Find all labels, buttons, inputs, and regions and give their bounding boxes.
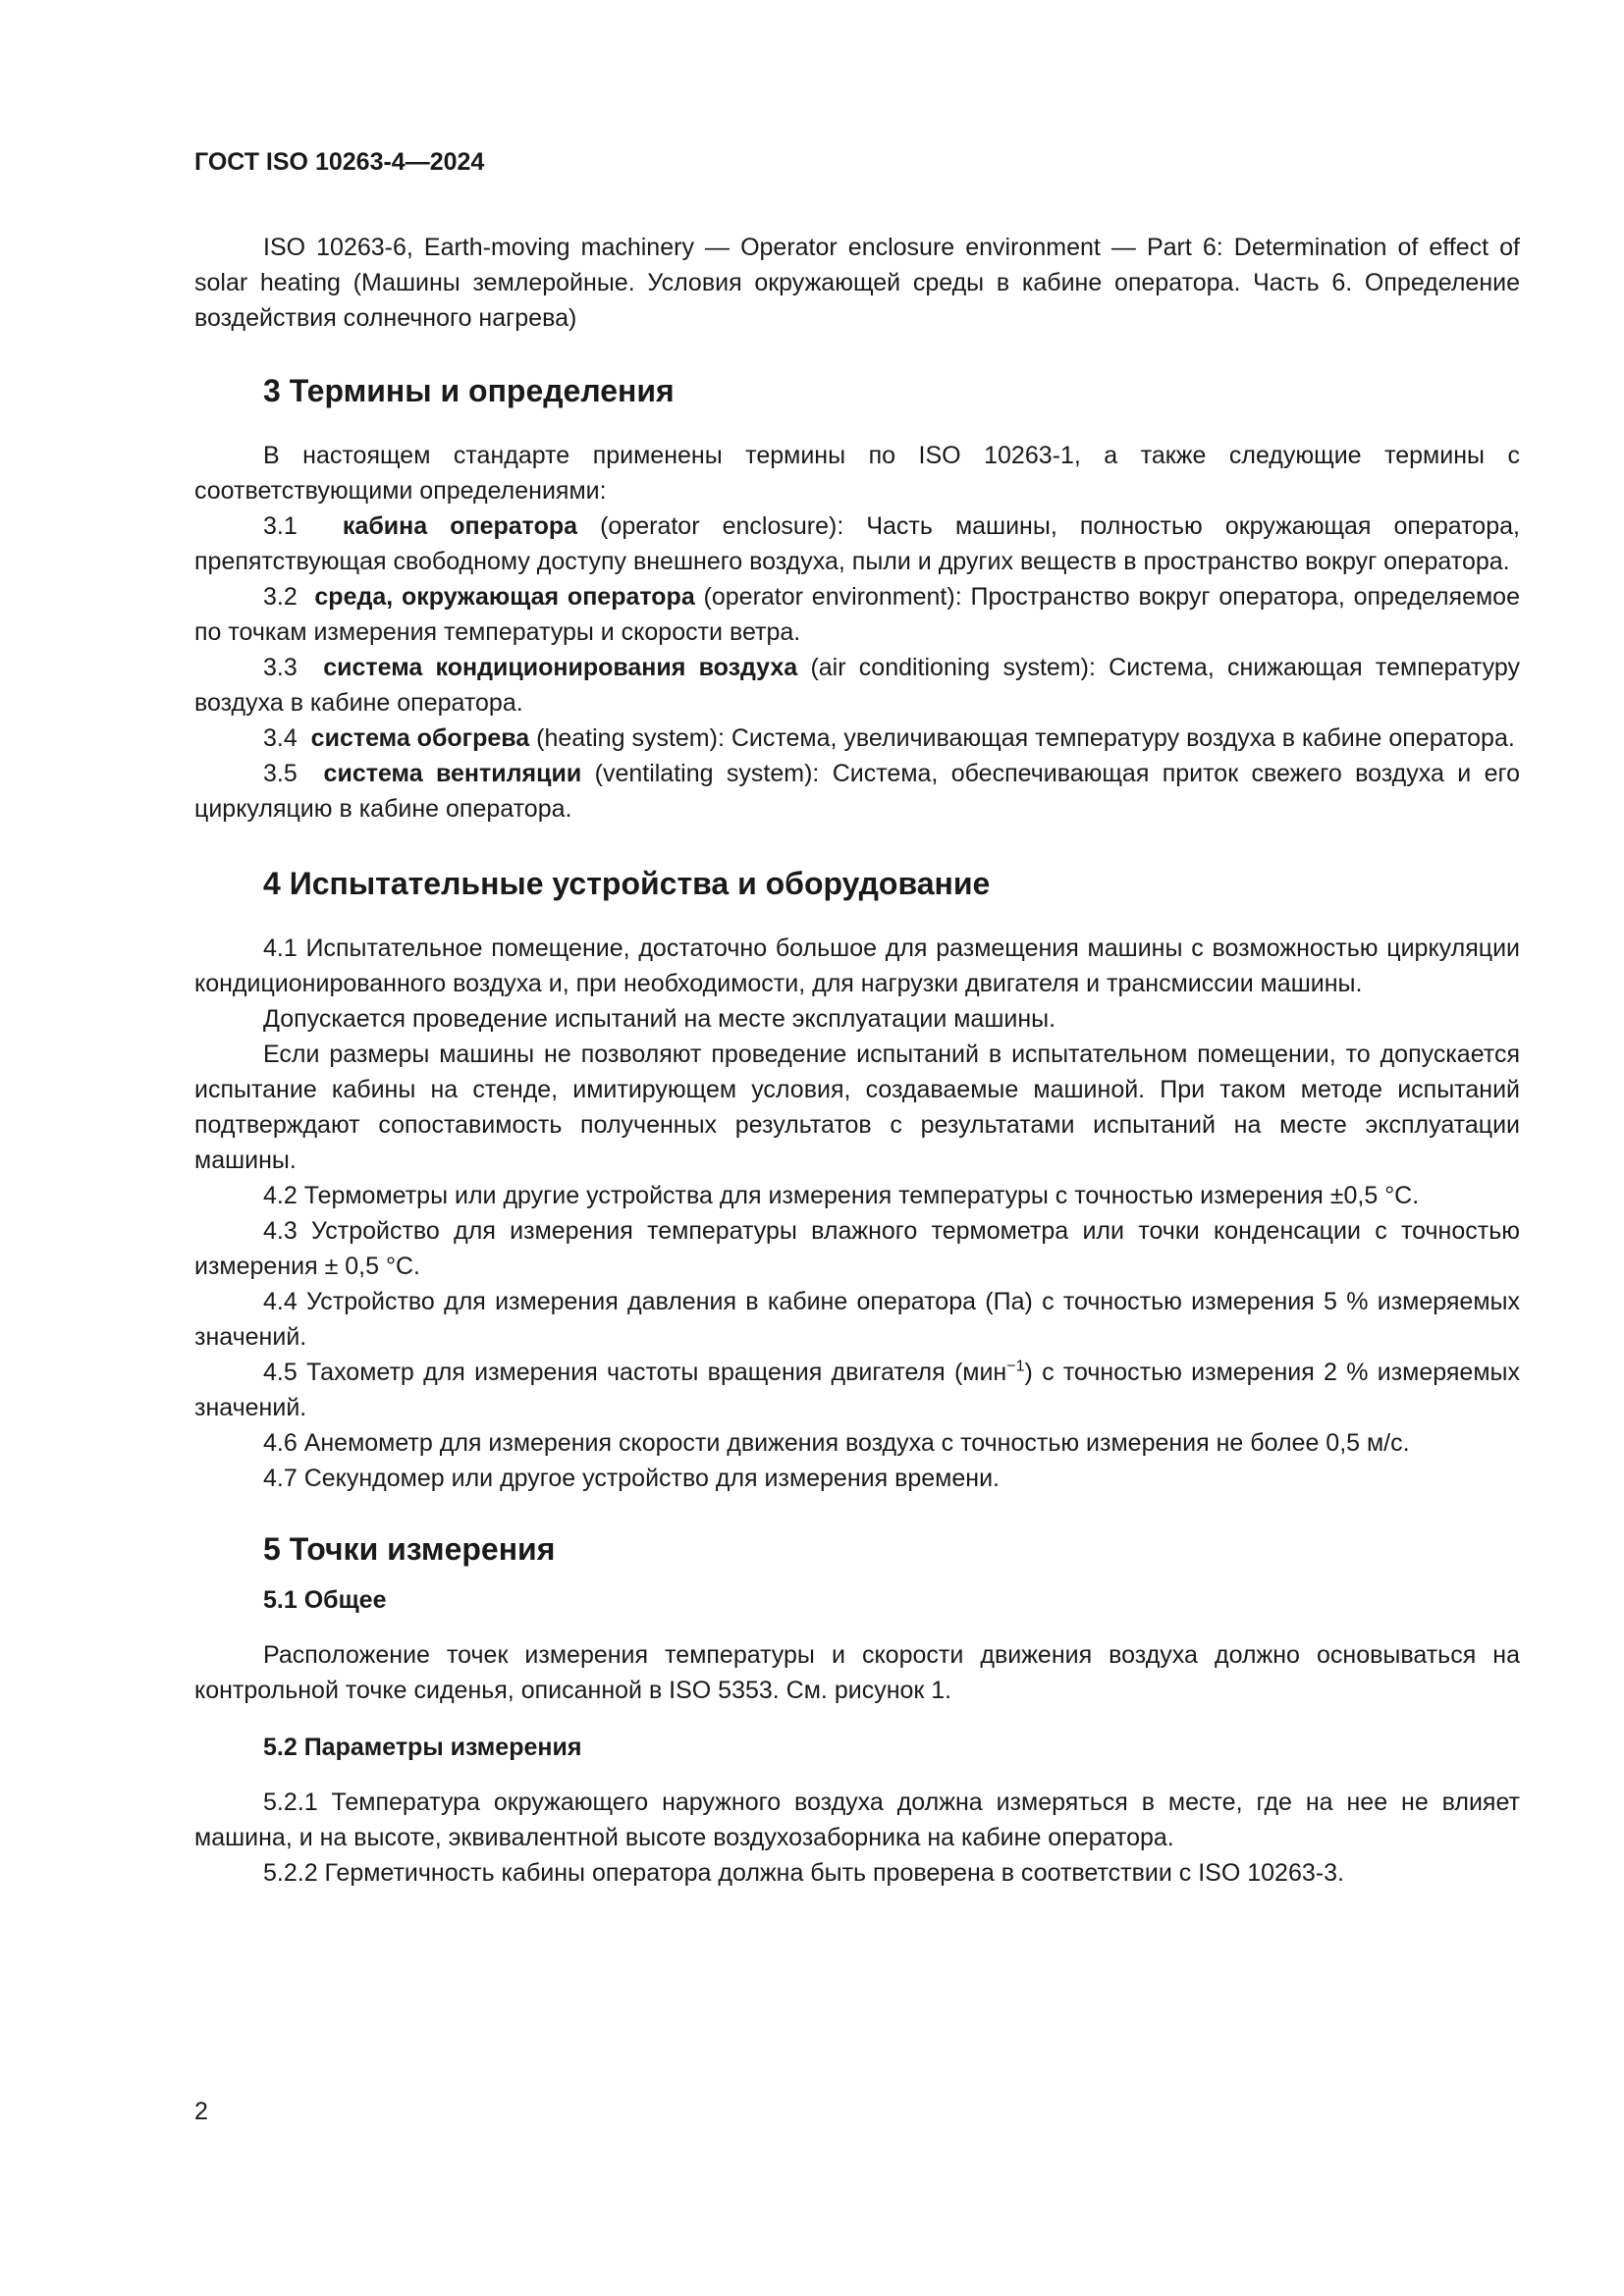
term-definition: (heating system): Система, увеличивающая температуру воздуха в кабине оператора.	[529, 724, 1515, 752]
term-3-2	[194, 579, 1520, 650]
document-header: ГОСТ ISO 10263-4—2024	[194, 148, 485, 176]
term-number: 3.5	[263, 760, 298, 787]
paragraph-5-1: Расположение точек измерения температуры и скорости движения воздуха должно основываться на контрольной точке сиденья, описанной в ISO 5353. См. рисунок 1.	[194, 1641, 1520, 1704]
section-4-title: 4 Испытательные устройства и оборудование	[263, 866, 991, 901]
term-name: система кондиционирования воздуха	[323, 654, 798, 681]
paragraph-text: ) с точностью измерения 2 % измеряемых значений.	[194, 1359, 1520, 1421]
term-name: система обогрева	[310, 724, 530, 752]
term-3-4	[194, 721, 1520, 756]
paragraph-4-1-c: Если размеры машины не позволяют проведение испытаний в испытательном помещении, то допускается испытание кабины на стенде, имитирующем условия, создаваемые машиной. При таком методе испытаний подтверждают сопоставимость полученных результатов с результатами испытаний на месте эксплуатации машины.	[194, 1041, 1520, 1174]
paragraph-4-6: 4.6 Анемометр для измерения скорости движения воздуха с точностью измерения не более 0,5 м/с.	[263, 1429, 1410, 1457]
page-number: 2	[194, 2098, 208, 2125]
paragraph-4-7: 4.7 Секундомер или другое устройство для измерения времени.	[263, 1465, 1000, 1492]
paragraph-5-2-1: 5.2.1 Температура окружающего наружного воздуха должна измеряться в месте, где на нее не влияет машина, и на высоте, эквивалентной высоте воздухозаборника на кабине оператора.	[194, 1789, 1520, 1851]
section-3-intro: В настоящем стандарте применены термины по ISO 10263-1, а также следующие термины с соответствующими определениями:	[194, 442, 1520, 505]
document-page	[194, 147, 1520, 1891]
paragraph-text: 4.5 Тахометр для измерения частоты вращения двигателя (мин	[263, 1359, 1007, 1386]
paragraph-4-1-b: Допускается проведение испытаний на месте эксплуатации машины.	[263, 1005, 1056, 1033]
reference-iso-10263-6: ISO 10263-6, Earth-moving machinery — Operator enclosure environment — Part 6: Determination of effect of solar heating (Машины землеройные. Условия окружающей среды в кабине оператора. Часть 6. Определение воздействия солнечного нагрева)	[194, 234, 1520, 332]
paragraph-5-2-2: 5.2.2 Герметичность кабины оператора должна быть проверена в соответствии с ISO 10263-3.	[263, 1859, 1344, 1887]
term-definition: (ventilating system): Система, обеспечивающая приток свежего воздуха и его циркуляцию в кабине оператора.	[194, 760, 1520, 823]
paragraph-4-4: 4.4 Устройство для измерения давления в кабине оператора (Па) с точностью измерения 5 % измеряемых значений.	[194, 1288, 1520, 1351]
term-definition: (operator environment): Пространство вокруг оператора, определяемое по точкам измерения температуры и скорости ветра.	[194, 583, 1520, 646]
term-3-1	[194, 508, 1520, 579]
term-number: 3.4	[263, 724, 298, 752]
term-name: среда, окружающая оператора	[314, 583, 695, 611]
term-name: система вентиляции	[323, 760, 582, 787]
paragraph-4-1: 4.1 Испытательное помещение, достаточно большое для размещения машины с возможностью циркуляции кондиционированного воздуха и, при необходимости, для нагрузки двигателя и трансмиссии машины.	[194, 934, 1520, 997]
term-3-3	[194, 650, 1520, 721]
term-definition: (operator enclosure): Часть машины, полностью окружающая оператора, препятствующая свободному доступу внешнего воздуха, пыли и других веществ в пространство вокруг оператора.	[194, 512, 1520, 575]
paragraph-4-5	[194, 1355, 1520, 1425]
paragraph-4-2: 4.2 Термометры или другие устройства для измерения температуры с точностью измерения ±0,5 °С.	[263, 1182, 1420, 1209]
paragraph-4-3: 4.3 Устройство для измерения температуры влажного термометра или точки конденсации с точностью измерения ± 0,5 °С.	[194, 1217, 1520, 1280]
term-number: 3.3	[263, 654, 298, 681]
superscript: −1	[1006, 1358, 1025, 1375]
subsection-5-2-title: 5.2 Параметры измерения	[263, 1734, 582, 1761]
term-definition: (air conditioning system): Система, снижающая температуру воздуха в кабине оператора.	[194, 654, 1520, 717]
term-3-5	[194, 756, 1520, 827]
section-3-title: 3 Термины и определения	[263, 373, 675, 408]
term-name: кабина оператора	[342, 512, 578, 540]
term-number: 3.1	[263, 512, 298, 540]
section-5-title: 5 Точки измерения	[263, 1531, 556, 1567]
subsection-5-1-title: 5.1 Общее	[263, 1586, 387, 1614]
term-number: 3.2	[263, 583, 298, 611]
